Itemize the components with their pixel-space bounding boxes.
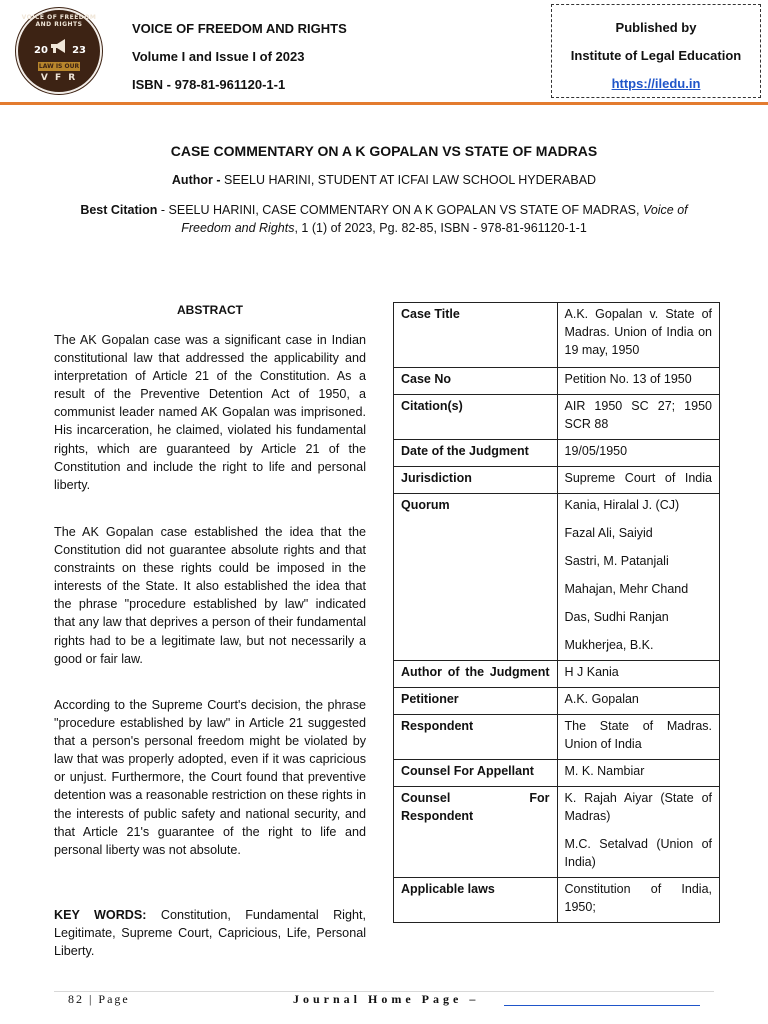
table-row — [394, 440, 720, 467]
table-value: A.K. Gopalan v. State of Madras. Union of India on 19 may, 1950 — [557, 303, 719, 368]
table-key: Respondent — [394, 715, 558, 760]
table-row — [394, 787, 720, 878]
megaphone-icon — [49, 38, 69, 54]
table-key: Case No — [394, 368, 558, 395]
table-value: H J Kania — [557, 661, 719, 688]
abstract-paragraph-3: According to the Supreme Court's decision, the phrase "procedure established by law" in Article 21 suggested that a person's personal freedom might be violated by law that was properly adopted, even if it was capricious or unjust. Furthermore, the Court found that preventive detention was a reasonable restriction on these rights in the interests of public safety and national security, and that Article 21's guarantee of the right to life and personal liberty was not absolute. — [54, 698, 366, 857]
author-name: SEELU HARINI, STUDENT AT ICFAI LAW SCHOOL HYDERABAD — [224, 173, 597, 187]
counsel-respondent-list — [557, 787, 719, 878]
table-row — [394, 303, 720, 368]
citation-journal: Voice of Freedom and Rights — [181, 203, 688, 235]
counsel-respondent: K. Rajah Aiyar (State of Madras) — [564, 791, 712, 823]
page-number: 82 | Page — [68, 992, 130, 1006]
counsel-respondent: M.C. Setalvad (Union of India) — [564, 837, 712, 869]
keywords-label: KEY WORDS: — [54, 908, 147, 922]
journal-name: VOICE OF FREEDOM AND RIGHTS — [132, 21, 347, 36]
abstract-paragraph-2: The AK Gopalan case established the idea that the Constitution did not guarantee absolute rights and that constraints on these rights could be imposed in the interests of the State. It also established the idea that the phrase "procedure established by law" indicated that any law that deprives a person of their fundamental rights had to be a legitimate law, but not necessarily a good or fair law. — [54, 525, 366, 666]
publisher-link[interactable]: https://iledu.in — [611, 76, 701, 91]
table-value: Supreme Court of India — [557, 467, 719, 494]
publisher-box — [551, 4, 761, 98]
logo-year-left: 20 — [34, 45, 48, 56]
abstract-paragraph-1: The AK Gopalan case was a significant case in Indian constitutional law that addressed the applicability and interpretation of Article 21 of the Constitution. As a result of the Preventive Detention Act of 1950, a communist leader named AK Gopalan was imprisoned. His incarceration, he claimed, violated his fundamental rights, which are guaranteed by Article 21 of the Constitution and include the right to life and personal liberty. — [54, 333, 366, 492]
quorum-member: Das, Sudhi Ranjan — [564, 610, 669, 624]
table-key: Counsel For Appellant — [394, 760, 558, 787]
author-label: Author - — [171, 173, 221, 187]
table-row — [394, 688, 720, 715]
table-key: Counsel For Respondent — [394, 787, 558, 878]
case-details-table — [393, 302, 720, 923]
table-value: A.K. Gopalan — [557, 688, 719, 715]
journal-isbn: ISBN - 978-81-961120-1-1 — [132, 77, 286, 92]
table-row — [394, 467, 720, 494]
table-key: Author of the Judgment — [394, 661, 558, 688]
logo-year-right: 23 — [72, 45, 86, 56]
table-key: Applicable laws — [394, 878, 558, 923]
table-key: Quorum — [394, 494, 558, 661]
table-value: Petition No. 13 of 1950 — [557, 368, 719, 395]
table-row — [394, 878, 720, 923]
quorum-member: Kania, Hiralal J. (CJ) — [564, 498, 680, 512]
table-key: Date of the Judgment — [394, 440, 558, 467]
abstract-heading: ABSTRACT — [177, 303, 243, 317]
quorum-list — [557, 494, 719, 661]
table-row — [394, 760, 720, 787]
table-value: AIR 1950 SC 27; 1950 SCR 88 — [557, 395, 719, 440]
keywords-text: Constitution, Fundamental Right, Legitimate, Supreme Court, Capricious, Life, Personal Liberty. — [54, 908, 366, 959]
table-row — [394, 715, 720, 760]
citation-label: Best Citation — [80, 203, 158, 217]
published-by-label: Published by — [615, 20, 697, 35]
table-row-quorum — [394, 494, 720, 661]
citation-suffix: , 1 (1) of 2023, Pg. 82-85, ISBN - 978-81-961120-1-1 — [294, 221, 587, 235]
header-divider — [0, 102, 768, 105]
journal-logo — [16, 8, 102, 94]
journal-home-label: Journal Home Page – — [293, 992, 480, 1006]
quorum-member: Fazal Ali, Saiyid — [564, 526, 653, 540]
logo-ribbon: LAW IS OUR — [38, 63, 80, 70]
journal-home-link[interactable] — [504, 1005, 700, 1006]
article-title: CASE COMMENTARY ON A K GOPALAN VS STATE OF MADRAS — [170, 143, 598, 159]
table-key: Jurisdiction — [394, 467, 558, 494]
table-key: Citation(s) — [394, 395, 558, 440]
table-row — [394, 661, 720, 688]
table-value: Constitution of India, 1950; — [557, 878, 719, 923]
publisher-name: Institute of Legal Education — [570, 48, 742, 63]
best-citation — [66, 201, 702, 237]
quorum-member: Mukherjea, B.K. — [564, 638, 654, 652]
quorum-member: Mahajan, Mehr Chand — [564, 582, 689, 596]
table-key: Case Title — [394, 303, 558, 368]
table-value: 19/05/1950 — [557, 440, 719, 467]
citation-prefix: - SEELU HARINI, CASE COMMENTARY ON A K GOPALAN VS STATE OF MADRAS, — [157, 203, 643, 217]
logo-ring-text: VOICE OF FREEDOM AND RIGHTS — [21, 14, 97, 28]
journal-volume: Volume I and Issue I of 2023 — [132, 49, 305, 64]
table-value: The State of Madras. Union of India — [557, 715, 719, 760]
table-key: Petitioner — [394, 688, 558, 715]
quorum-member: Sastri, M. Patanjali — [564, 554, 669, 568]
logo-initials: V F R — [40, 73, 78, 83]
table-row — [394, 368, 720, 395]
table-value: M. K. Nambiar — [557, 760, 719, 787]
table-row — [394, 395, 720, 440]
keywords — [54, 906, 366, 960]
article-author — [0, 173, 768, 187]
